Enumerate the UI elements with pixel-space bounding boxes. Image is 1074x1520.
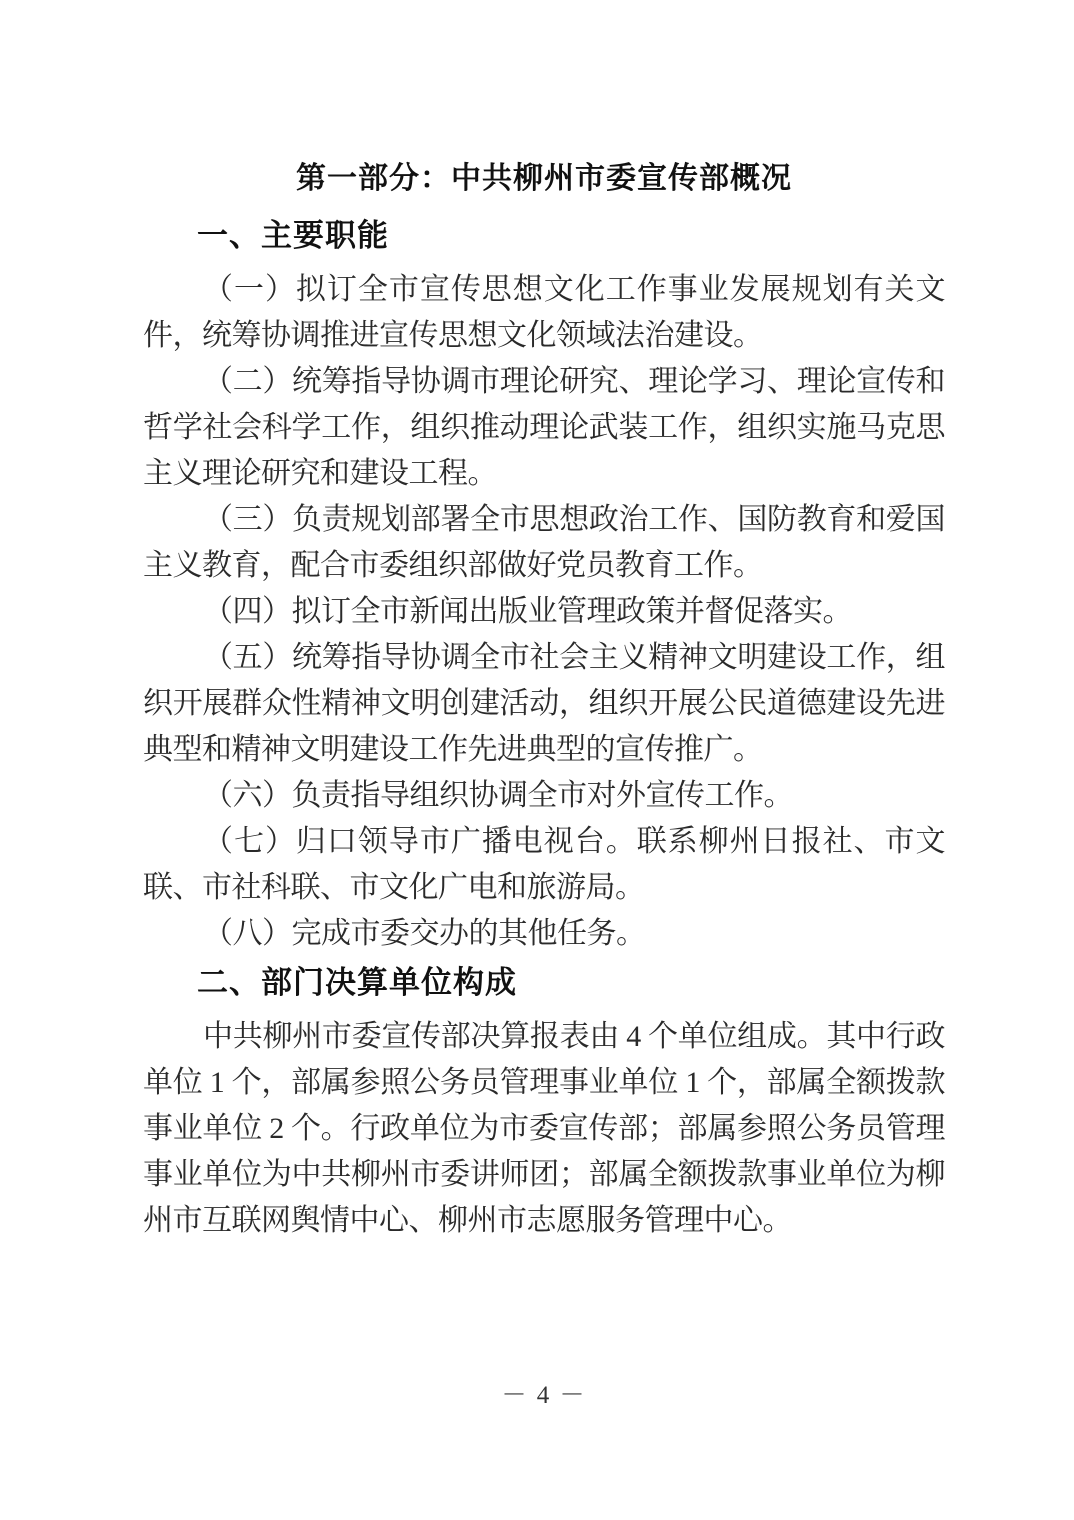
document-page-content (143, 156, 945, 1244)
function-paragraph-4: （四）拟订全市新闻出版业管理政策并督促落实。 (203, 595, 852, 628)
section-heading-unit-composition: 二、部门决算单位构成 (197, 965, 517, 1000)
function-paragraph-5: （五）统筹指导协调全市社会主义精神文明建设工作，组织开展群众性精神文明创建活动，组织开展公民道德建设先进典型和精神文明建设工作先进典型的宣传推广。 (143, 641, 945, 766)
page-number: － 4 － (501, 1382, 587, 1409)
function-paragraph-2: （二）统筹指导协调市理论研究、理论学习、理论宣传和哲学社会科学工作，组织推动理论武装工作，组织实施马克思主义理论研究和建设工程。 (143, 365, 945, 490)
unit-composition-paragraph: 中共柳州市委宣传部决算报表由 4 个单位组成。其中行政单位 1 个，部属参照公务员管理事业单位 1 个，部属全额拨款事业单位 2 个。行政单位为市委宣传部；部属参照公务员管理事业单位为中共柳州市委讲师团；部属全额拨款事业单位为柳州市互联网舆情中心、柳州市志愿服务管理中心。 (143, 1020, 945, 1237)
document-title: 第一部分：中共柳州市委宣传部概况 (296, 162, 792, 195)
section-heading-main-functions: 一、主要职能 (197, 218, 389, 253)
function-paragraph-6: （六）负责指导组织协调全市对外宣传工作。 (203, 779, 793, 812)
function-paragraph-3: （三）负责规划部署全市思想政治工作、国防教育和爱国主义教育，配合市委组织部做好党员教育工作。 (143, 503, 945, 582)
page-footer (143, 1381, 945, 1411)
function-paragraph-1: （一）拟订全市宣传思想文化工作事业发展规划有关文件，统筹协调推进宣传思想文化领域法治建设。 (143, 273, 945, 352)
function-paragraph-7: （七）归口领导市广播电视台。联系柳州日报社、市文联、市社科联、市文化广电和旅游局。 (143, 825, 945, 904)
function-paragraph-8: （八）完成市委交办的其他任务。 (203, 917, 646, 950)
